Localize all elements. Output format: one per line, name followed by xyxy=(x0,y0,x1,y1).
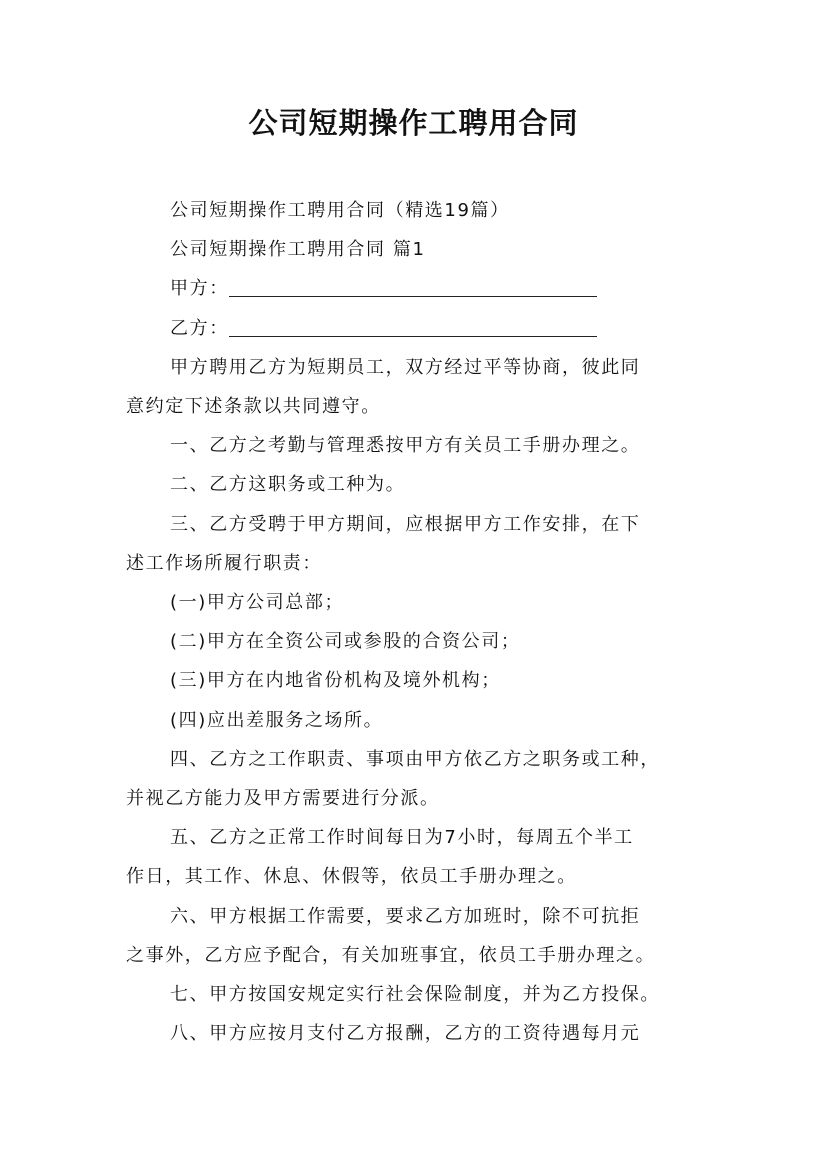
paragraph-collection-title: 公司短期操作工聘用合同（精选19篇） xyxy=(170,200,510,221)
clause-6-line-2: 之事外，乙方应予配合，有关加班事宜，依员工手册办理之。 xyxy=(126,944,656,966)
party-b-blank-line xyxy=(229,316,597,337)
paragraph-article-title: 公司短期操作工聘用合同 篇1 xyxy=(170,239,426,261)
party-a-line xyxy=(126,269,716,308)
subclause-1: (一)甲方公司总部； xyxy=(170,592,345,614)
party-b-label: 乙方： xyxy=(170,317,229,339)
clause-8: 八、甲方应按月支付乙方报酬，乙方的工资待遇每月元 xyxy=(170,1023,641,1045)
paragraph-intro-line-1: 甲方聘用乙方为短期员工，双方经过平等协商，彼此同 xyxy=(170,356,641,378)
clause-2: 二、乙方这职务或工种为。 xyxy=(170,474,406,496)
clause-1: 一、乙方之考勤与管理悉按甲方有关员工手册办理之。 xyxy=(170,435,641,457)
clause-4-line-1: 四、乙方之工作职责、事项由甲方依乙方之职务或工种， xyxy=(170,748,660,770)
party-a-label: 甲方： xyxy=(170,278,229,300)
clause-7: 七、甲方按国安规定实行社会保险制度，并为乙方投保。 xyxy=(170,984,660,1006)
clause-4-line-2: 并视乙方能力及甲方需要进行分派。 xyxy=(126,788,440,810)
clause-5-line-2: 作日，其工作、休息、休假等，依员工手册办理之。 xyxy=(126,866,577,888)
party-b-line xyxy=(126,309,716,348)
clause-5-line-1: 五、乙方之正常工作时间每日为7小时，每周五个半工 xyxy=(170,827,634,849)
subclause-3: (三)甲方在内地省份机构及境外机构； xyxy=(170,670,501,692)
paragraph-intro-line-2: 意约定下述条款以共同遵守。 xyxy=(126,396,381,418)
clause-3-line-2: 述工作场所履行职责： xyxy=(126,552,322,574)
subclause-4: (四)应出差服务之场所。 xyxy=(170,709,384,731)
clause-6-line-1: 六、甲方根据工作需要，要求乙方加班时，除不可抗拒 xyxy=(170,905,641,927)
clause-3-line-1: 三、乙方受聘于甲方期间，应根据甲方工作安排，在下 xyxy=(170,513,641,535)
document-title: 公司短期操作工聘用合同 xyxy=(248,106,579,140)
party-a-blank-line xyxy=(229,276,597,297)
document-body xyxy=(126,191,716,1053)
subclause-2: (二)甲方在全资公司或参股的合资公司； xyxy=(170,631,521,653)
